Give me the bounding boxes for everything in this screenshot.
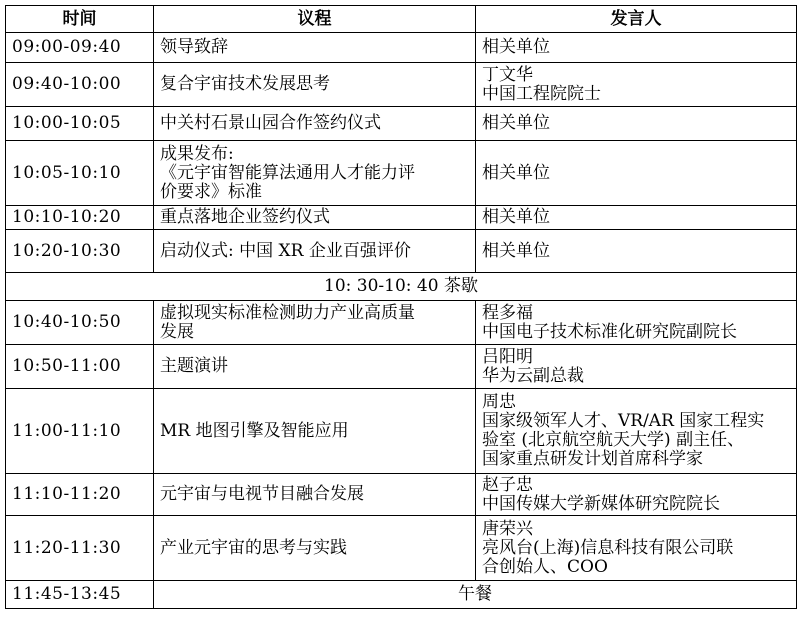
time-cell: 09:40-10:00 [6,63,154,107]
table-row [6,141,797,206]
lunch-cell: 午餐 [154,581,797,609]
speaker-cell: 吕阳明 华为云副总裁 [476,345,797,389]
time-cell: 11:00-11:10 [6,389,154,474]
agenda-table [5,5,797,609]
speaker-cell: 相关单位 [476,107,797,141]
table-row [6,345,797,389]
speaker-cell: 周忠 国家级领军人才、VR/AR 国家工程实 验室 (北京航空航天大学) 副主任、 国家重点研发计划首席科学家 [476,389,797,474]
lunch-row [6,581,797,609]
table-row [6,516,797,581]
speaker-cell: 丁文华 中国工程院院士 [476,63,797,107]
tea-break-cell: 10: 30-10: 40 茶歇 [6,273,797,301]
table-row [6,206,797,230]
topic-cell: 虚拟现实标准检测助力产业高质量 发展 [154,301,476,345]
time-cell: 10:40-10:50 [6,301,154,345]
time-cell: 09:00-09:40 [6,33,154,63]
table-row [6,33,797,63]
topic-cell: 成果发布: 《元宇宙智能算法通用人才能力评 价要求》标准 [154,141,476,206]
topic-cell: 中关村石景山园合作签约仪式 [154,107,476,141]
header-row [6,6,797,33]
tea-break-row [6,273,797,301]
table-row [6,230,797,273]
speaker-cell: 赵子忠 中国传媒大学新媒体研究院院长 [476,474,797,516]
speaker-cell: 相关单位 [476,230,797,273]
time-cell: 10:05-10:10 [6,141,154,206]
speaker-cell: 相关单位 [476,33,797,63]
speaker-cell: 程多福 中国电子技术标准化研究院副院长 [476,301,797,345]
speaker-column-header: 发言人 [476,6,797,33]
speaker-cell: 相关单位 [476,206,797,230]
table-row [6,389,797,474]
topic-cell: 领导致辞 [154,33,476,63]
topic-column-header: 议程 [154,6,476,33]
speaker-cell: 唐荣兴 亮风台(上海)信息科技有限公司联 合创始人、COO [476,516,797,581]
topic-cell: 重点落地企业签约仪式 [154,206,476,230]
topic-cell: 主题演讲 [154,345,476,389]
time-column-header: 时间 [6,6,154,33]
topic-cell: MR 地图引擎及智能应用 [154,389,476,474]
table-row [6,301,797,345]
speaker-cell: 相关单位 [476,141,797,206]
table-row [6,474,797,516]
topic-cell: 启动仪式: 中国 XR 企业百强评价 [154,230,476,273]
table-row [6,107,797,141]
time-cell: 10:20-10:30 [6,230,154,273]
time-cell: 11:45-13:45 [6,581,154,609]
time-cell: 10:10-10:20 [6,206,154,230]
topic-cell: 元宇宙与电视节目融合发展 [154,474,476,516]
table-row [6,63,797,107]
time-cell: 11:10-11:20 [6,474,154,516]
time-cell: 11:20-11:30 [6,516,154,581]
time-cell: 10:50-11:00 [6,345,154,389]
topic-cell: 产业元宇宙的思考与实践 [154,516,476,581]
topic-cell: 复合宇宙技术发展思考 [154,63,476,107]
time-cell: 10:00-10:05 [6,107,154,141]
